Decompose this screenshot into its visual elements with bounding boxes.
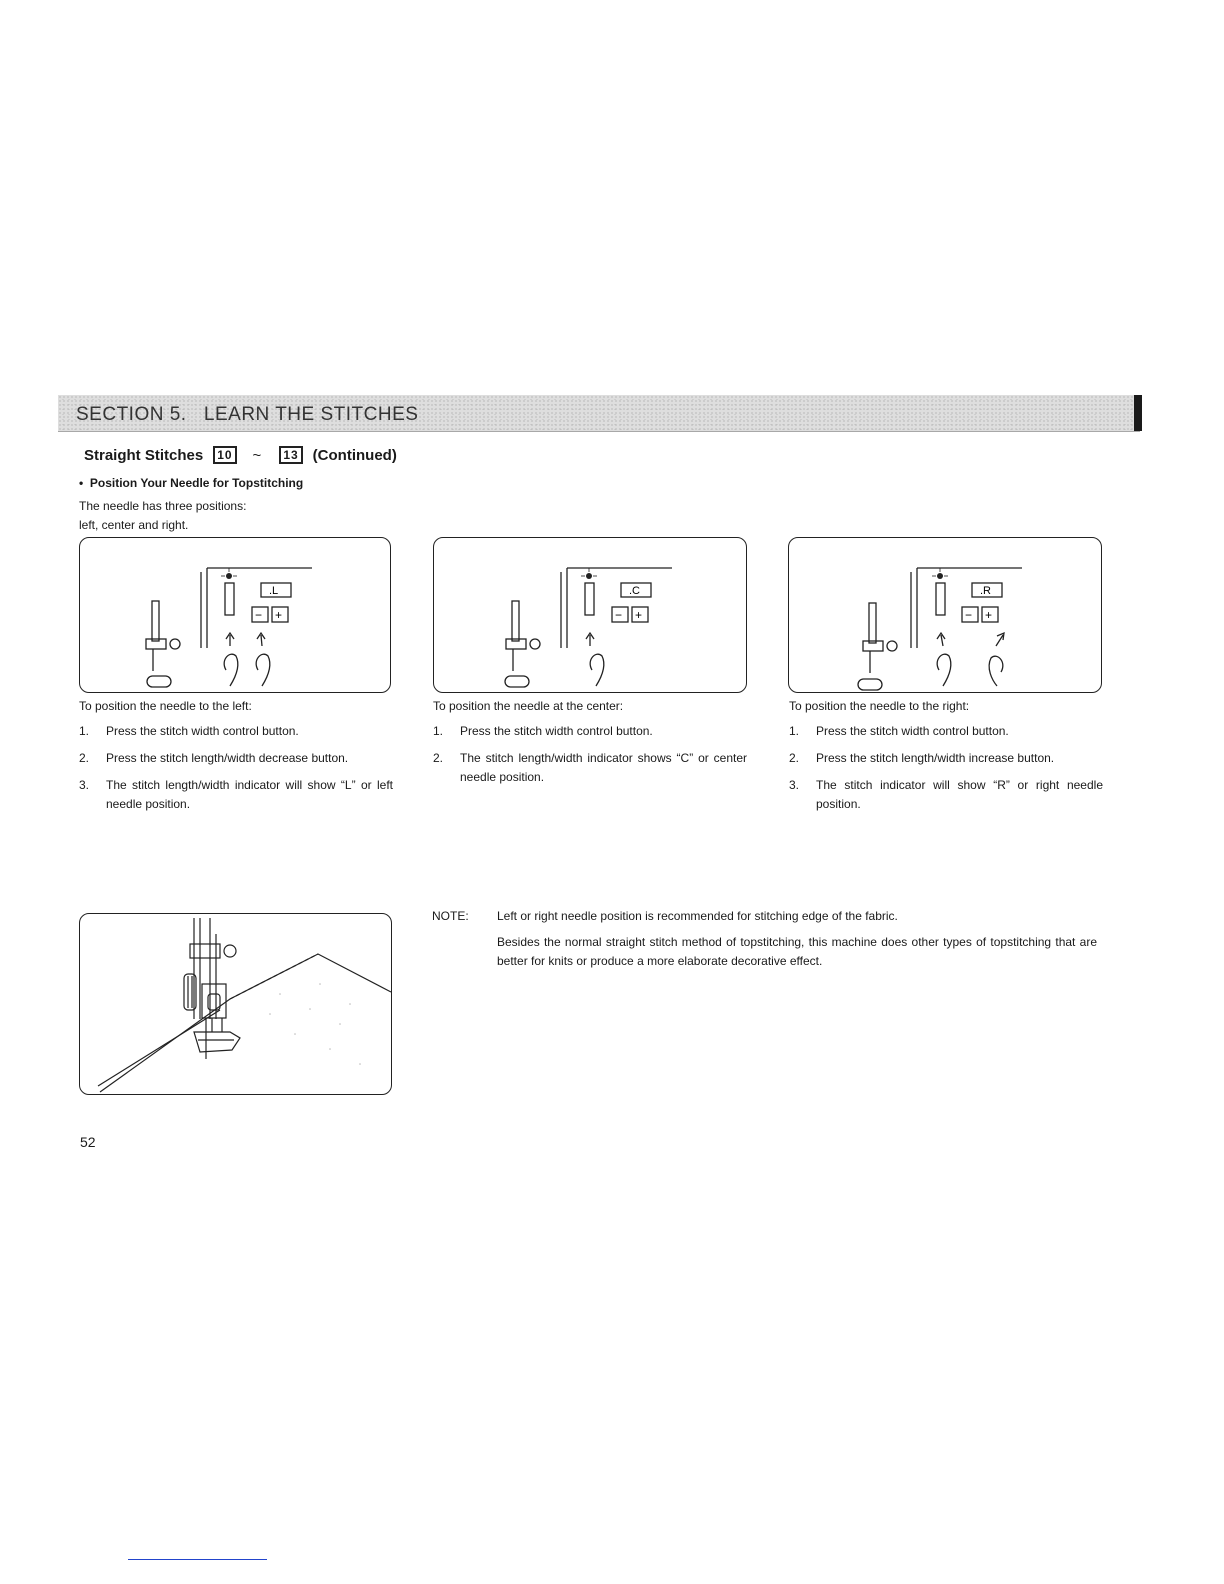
- minus-button-label: −: [255, 608, 263, 622]
- list-item: [789, 749, 1103, 768]
- left-lead: To position the needle to the left:: [79, 699, 252, 713]
- step-number: 2.: [79, 751, 90, 765]
- plus-button-label: +: [275, 608, 283, 622]
- step-text: Press the stitch width control button.: [816, 724, 1009, 738]
- left-position-instructions: [79, 699, 393, 822]
- section-edge-tab: [1134, 395, 1142, 431]
- center-steps: [433, 722, 747, 787]
- note-label: NOTE:: [432, 909, 469, 923]
- step-number: 3.: [789, 778, 800, 792]
- step-text: Press the stitch width control button.: [460, 724, 653, 738]
- list-item: [79, 776, 393, 814]
- right-position-instructions: [789, 699, 1103, 822]
- subheading-text: Position Your Needle for Topstitching: [89, 476, 304, 490]
- center-indicator-label: .C: [629, 585, 640, 597]
- note-paragraph-1: Left or right needle position is recommended for stitching edge of the fabric.: [497, 909, 898, 923]
- step-number: 1.: [433, 724, 444, 738]
- step-text: Press the stitch length/width increase button.: [816, 751, 1055, 765]
- note-paragraph-2: Besides the normal straight stitch method of topstitching, this machine does other types of topstitching that are better for knits or produce a more elaborate decorative effect.: [497, 935, 1097, 968]
- center-lead: To position the needle at the center:: [433, 699, 624, 713]
- step-number: 2.: [789, 751, 800, 765]
- plus-button-label: +: [985, 608, 993, 622]
- page-heading: [84, 446, 397, 464]
- intro-text: [79, 497, 246, 535]
- plus-button-label: +: [635, 608, 643, 622]
- heading-title: Straight Stitches: [84, 446, 204, 464]
- list-item: [433, 749, 747, 787]
- right-indicator-label: .R: [980, 585, 991, 597]
- center-position-instructions: [433, 699, 747, 795]
- minus-button-label: −: [615, 608, 623, 622]
- footer-link-underline: [128, 1559, 267, 1560]
- step-text: The stitch length/width indicator shows “C” or center needle position.: [460, 751, 747, 784]
- minus-button-label: −: [965, 608, 973, 622]
- heading-tilde: ~: [252, 446, 262, 464]
- stitch-number-start-box: 10: [213, 446, 236, 464]
- intro-line-1: The needle has three positions:: [79, 499, 247, 513]
- figure-right-position: [788, 537, 1102, 693]
- left-position-illustration: [80, 538, 390, 692]
- step-text: The stitch indicator will show “R” or right needle position.: [816, 778, 1103, 811]
- step-text: Press the stitch length/width decrease button.: [106, 751, 349, 765]
- intro-line-2: left, center and right.: [79, 518, 189, 532]
- step-text: The stitch length/width indicator will show “L” or left needle position.: [106, 778, 393, 811]
- figure-topstitching: [79, 913, 392, 1095]
- list-item: [79, 722, 393, 741]
- bullet-icon: •: [79, 476, 84, 490]
- step-text: Press the stitch width control button.: [106, 724, 299, 738]
- stitch-number-end-box: 13: [279, 446, 302, 464]
- step-number: 3.: [79, 778, 90, 792]
- left-steps: [79, 722, 393, 814]
- list-item: [433, 722, 747, 741]
- step-number: 1.: [789, 724, 800, 738]
- list-item: [79, 749, 393, 768]
- right-steps: [789, 722, 1103, 814]
- step-number: 1.: [79, 724, 90, 738]
- list-item: [789, 776, 1103, 814]
- subheading: [79, 476, 303, 490]
- figure-center-position: [433, 537, 747, 693]
- heading-suffix: (Continued): [312, 446, 397, 464]
- figure-left-position: [79, 537, 391, 693]
- step-number: 2.: [433, 751, 444, 765]
- left-indicator-label: .L: [269, 585, 279, 597]
- list-item: [789, 722, 1103, 741]
- section-title: SECTION 5. LEARN THE STITCHES: [76, 404, 419, 425]
- center-position-illustration: [434, 538, 746, 692]
- right-position-illustration: [789, 538, 1101, 692]
- right-lead: To position the needle to the right:: [789, 699, 970, 713]
- page-number: 52: [80, 1134, 96, 1150]
- topstitching-illustration: [80, 914, 391, 1094]
- section-header-bar: [58, 395, 1140, 432]
